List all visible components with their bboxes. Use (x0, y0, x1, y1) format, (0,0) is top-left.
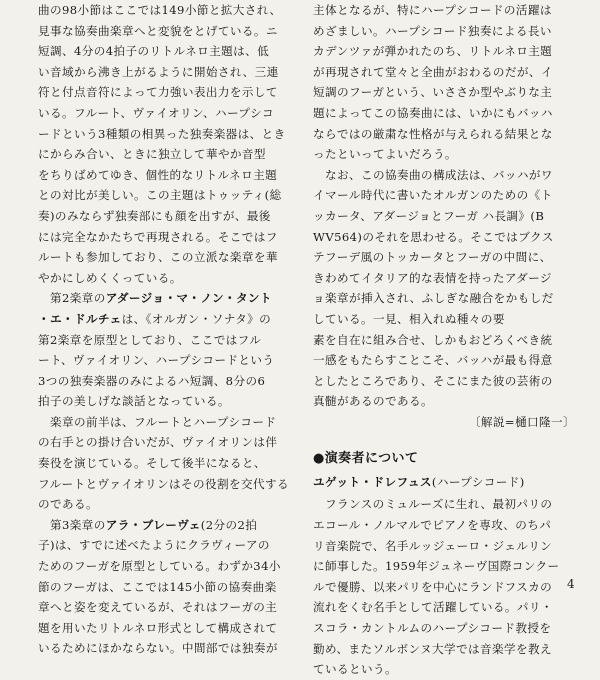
text-line: ョ楽章が挿入され、ふしぎな融合をかもしだ (313, 291, 554, 306)
text-run: は、《オルガン・ソナタ》の (121, 311, 272, 326)
performer-section-heading: ●演奏者について (313, 451, 419, 467)
text-line: 主体となるが、特にハープシコードの活躍は (313, 3, 552, 17)
text-line: めざましい。ハープシコード独奏による長い (313, 23, 552, 38)
text-line: 曲の98小節はここでは149小節と拡大され、 (38, 3, 282, 17)
text-line: 一感をもたらすことこそ、バッハが最も得意 (313, 353, 553, 368)
text-line: 真髄があるのである。 (313, 394, 433, 409)
text-line: きわめてイタリア的な表情を持ったアダージ (313, 270, 552, 285)
bio-line: に師事した。1959年ジュネーヴ国際コンクー (313, 559, 560, 574)
bio-line: 勤め、またソルボンヌ大学では音楽学を教え (313, 641, 552, 656)
text-line: 節のフーガは、ここでは145小節の協奏曲楽 (38, 579, 277, 594)
text-line: ったといってよいだろう。 (313, 147, 457, 162)
text-run: 第3楽章の (38, 517, 106, 532)
movement-title: ・エ・ドルチェ (38, 311, 122, 326)
text-line: 子)は、すでに述べたようにクラヴィーアの (38, 538, 270, 553)
text-line: テフーデ風のトッカータとフーガの中間に、 (313, 250, 552, 265)
text-line: ルートも参加しており、この立派な楽章を華 (38, 250, 278, 265)
text-line: WV564)のそれを思わせる。そこではブクス (313, 229, 554, 244)
movement-title: アラ・ブレーヴェ (105, 517, 201, 532)
text-line: が再現されて堂々と全曲がおわるのだが、イ (313, 64, 553, 79)
text-line: の右手との掛け合いだが、ヴァイオリンは伴 (38, 435, 278, 450)
text-line: 符と付点音符によって力強い表出力を示して (38, 85, 278, 100)
movement-2-line (38, 309, 288, 330)
movement-title: アダージョ・マ・ノン・タント (105, 291, 272, 306)
text-line: 拍子の美しげな談話となっている。 (38, 394, 230, 409)
text-line: いるためにほかならない。中間部では独奏が (38, 641, 278, 656)
text-line: 題を用いたリトルネロ形式として構成されて (38, 620, 278, 635)
bio-line: エコール・ノルマルでピアノを専攻、のちパ (313, 518, 552, 533)
text-run: 第2楽章の (38, 291, 106, 306)
bio-line: スコラ・カントルムのハープシコード教授を (313, 621, 552, 636)
bio-line: リ音楽院で、名手ルッジェーロ・ジェルリン (313, 538, 553, 553)
performer-role: (ハープシコード) (431, 475, 525, 490)
text-line: している。一見、相入れぬ種々の要 (313, 311, 505, 326)
text-line: なお、この協奏曲の構成法は、バッハがワ (313, 167, 553, 182)
text-line: 見事な協奏曲楽章へと変貌をとげている。ニ (38, 23, 278, 38)
text-line: イマール時代に書いたオルガンのための《ト (313, 188, 553, 203)
text-line: との対比が美しい。この主題はトゥッティ(総 (38, 188, 282, 203)
text-line: ためのフーガを原型としている。わずか34小 (38, 559, 281, 574)
text-run: (2分の2拍 (200, 517, 258, 532)
text-line: いる。フルート、ヴァイオリン、ハープシコ (38, 105, 274, 120)
right-text-column (313, 0, 575, 680)
text-line: ート、ヴァイオリン、ハープシコードという (38, 353, 275, 368)
page-number: 4 (567, 577, 575, 591)
text-line: 奏)のみならず独奏部にも顔を出すが、最後 (38, 208, 271, 223)
text-line: カデンツァが弾かれたのち、リトルネロ主題 (313, 44, 553, 59)
text-line: のである。 (38, 497, 98, 512)
movement-2-line (38, 288, 288, 309)
text-line: をちりばめてゆき、個性的なリトルネロ主題 (38, 167, 278, 182)
text-line: 3つの独奏楽器のみによるハ短調、8分の6 (38, 373, 266, 388)
text-line: い音域から沸き上がるように開始され、三連 (38, 64, 279, 79)
bio-line: ルで優勝、以来パリを中心にランドフスカの (313, 579, 553, 594)
text-line: 章へと姿を変えているが、それはフーガの主 (38, 600, 278, 615)
performer-line (313, 470, 575, 494)
commentary-credit: 〔解説=樋口隆一〕 (468, 414, 575, 429)
text-line: ならではの厳粛な性格が与えられる結果とな (313, 126, 553, 141)
text-line: やかにしめくくっている。 (38, 270, 182, 285)
text-line: ードという3種類の相異った独奏楽器は、とき (38, 126, 286, 141)
text-line: 奏役を演じている。そして後半になると、 (38, 456, 266, 471)
text-line: 素を自在に組み合せ、しかもおどろくべき統 (313, 332, 553, 347)
text-line: 楽章の前半は、フルートとハープシコード (38, 414, 277, 429)
text-line: ッカータ、アダージョとフーガ ハ長調》(B (313, 208, 545, 223)
text-line: 題によってこの協奏曲には、いかにもバッハ (313, 105, 553, 120)
text-line: 第2楽章を原型としており、ここではフル (38, 332, 262, 347)
text-line: 短調、4分の4拍子のリトルネロ主題は、低 (38, 44, 270, 59)
bio-line: 流れをくむ名手として活躍している。パリ・ (313, 600, 553, 615)
text-line: にからみ合い、ときに独立して華やか音型 (38, 147, 266, 162)
text-line: 短調のフーガという、いささか型やぶりな主 (313, 85, 553, 100)
left-text-column (38, 0, 288, 659)
text-line: フルートとヴァイオリンはその役割を交代する (38, 476, 289, 491)
movement-3-line (38, 515, 288, 536)
bio-line: フランスのミュルーズに生れ、最初パリの (313, 497, 553, 512)
bio-line: ているという。 (313, 662, 397, 677)
text-line: には完全なかたちで再現される。そこではフ (38, 229, 278, 244)
text-line: としたところであり、そこにまた彼の芸術の (313, 373, 553, 388)
performer-name: ユゲット・ドレフュス (313, 475, 432, 490)
